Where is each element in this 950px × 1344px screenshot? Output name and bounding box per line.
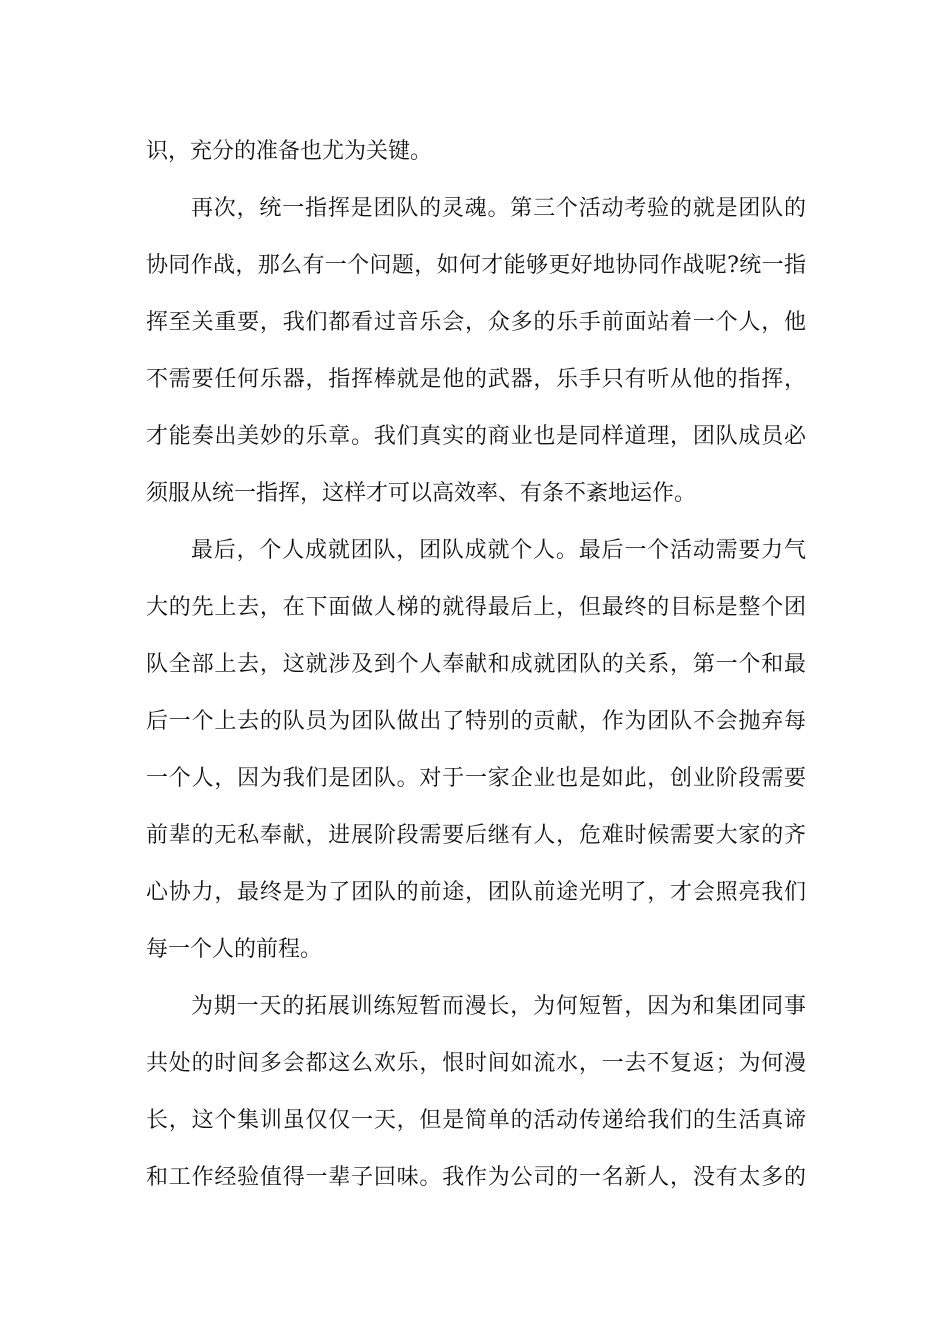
text-line: 大的先上去，在下面做人梯的就得最后上，但最终的目标是整个团 [146,595,806,620]
text-line: 挥至关重要，我们都看过音乐会，众多的乐手前面站着一个人，他 [146,310,806,335]
text-line: 后一个上去的队员为团队做出了特别的贡献，作为团队不会抛弃每 [146,709,806,734]
text-line: 协同作战，那么有一个问题，如何才能够更好地协同作战呢?统一指 [146,253,806,278]
text-line: 前辈的无私奉献，进展阶段需要后继有人，危难时候需要大家的齐 [146,823,806,848]
text-line: 为期一天的拓展训练短暂而漫长，为何短暂，因为和集团同事 [191,994,806,1019]
text-line: 一个人，因为我们是团队。对于一家企业也是如此，创业阶段需要 [146,766,806,791]
text-line: 和工作经验值得一辈子回味。我作为公司的一名新人，没有太多的 [146,1165,806,1190]
text-line: 共处的时间多会都这么欢乐，恨时间如流水，一去不复返；为何漫 [146,1051,806,1076]
text-line: 才能奏出美妙的乐章。我们真实的商业也是同样道理，团队成员必 [146,424,806,449]
text-line: 每一个人的前程。 [146,937,323,962]
text-line: 不需要任何乐器，指挥棒就是他的武器，乐手只有听从他的指挥， [146,367,806,392]
text-line: 再次，统一指挥是团队的灵魂。第三个活动考验的就是团队的 [191,196,806,221]
text-line: 最后，个人成就团队，团队成就个人。最后一个活动需要力气 [191,538,806,563]
text-line: 须服从统一指挥，这样才可以高效率、有条不紊地运作。 [146,481,697,506]
text-line: 心协力，最终是为了团队的前途，团队前途光明了，才会照亮我们 [146,880,806,905]
text-line: 长，这个集训虽仅仅一天，但是简单的活动传递给我们的生活真谛 [146,1108,806,1133]
text-line: 识，充分的准备也尤为关键。 [146,139,433,164]
text-line: 队全部上去，这就涉及到个人奉献和成就团队的关系，第一个和最 [146,652,806,677]
